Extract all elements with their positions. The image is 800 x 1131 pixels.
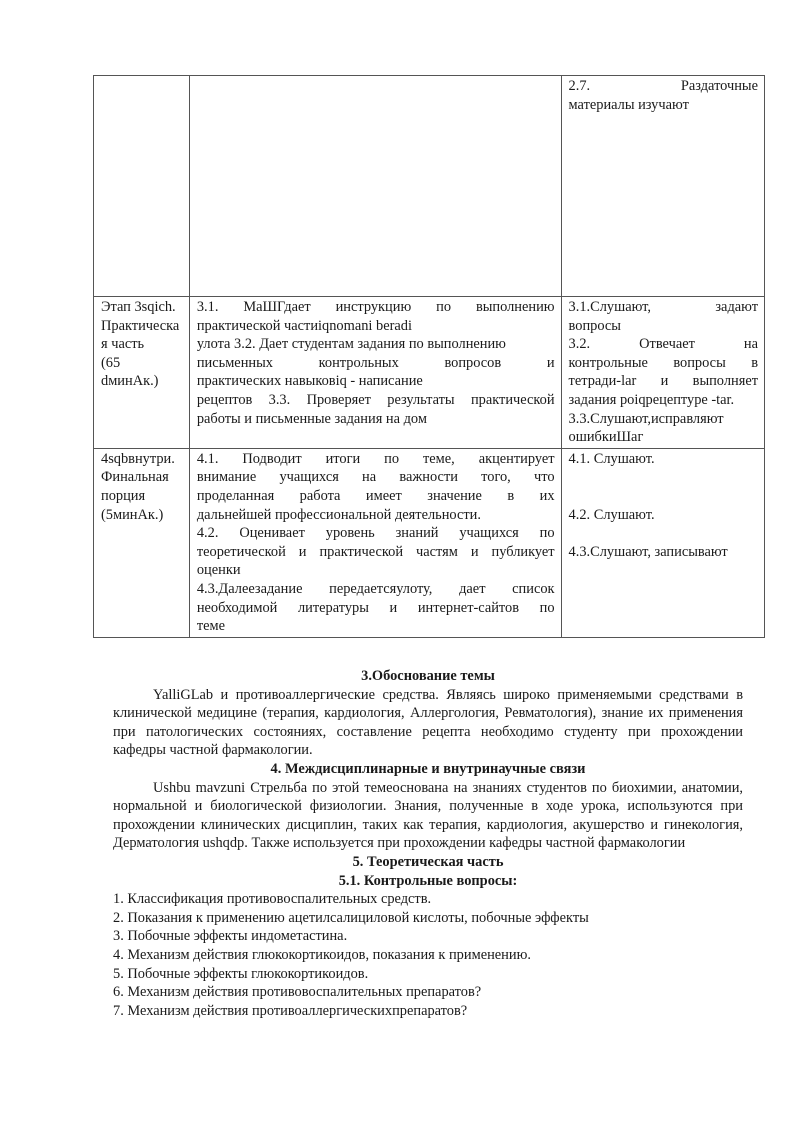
section-5-title: 5. Теоретическая часть	[352, 853, 504, 870]
text-line: вопросы	[568, 317, 621, 334]
text-line: 4.1. Подводит итоги по теме, акцентирует	[196, 450, 555, 467]
control-questions-list	[113, 890, 743, 1020]
text-line: Финальная	[101, 469, 169, 486]
stage-cell	[94, 448, 190, 637]
text-line: теоретической и практической частям и публикует	[196, 543, 555, 560]
teacher-activity-cell	[189, 297, 561, 449]
table-row	[94, 297, 765, 449]
text-line: 4.3.Далеезадание передаетсяулоту, дает список	[196, 580, 555, 597]
text-line: Практическа	[101, 317, 180, 334]
teacher-activity-cell	[189, 76, 561, 297]
text-line: задания poiqрецептуре -tar.	[568, 391, 735, 408]
text-line: письменных контрольных вопросов и	[196, 354, 555, 371]
text-line: 3.1. МаШГдает инструкцию по выполнению	[196, 299, 555, 315]
section-3-title: 3.Обоснование темы	[361, 668, 495, 684]
list-item: 2. Показания к применению ацетилсалициловой кислоты, побочные эффекты	[113, 909, 589, 926]
table-row	[94, 76, 765, 297]
section-4-title: 4. Междисциплинарные и внутринаучные связи	[270, 760, 586, 777]
text-line: (65	[101, 354, 121, 371]
text-line: практических навыковiq - написание	[196, 373, 423, 390]
section-5-1-title: 5.1. Контрольные вопросы:	[338, 872, 518, 889]
list-item: 7. Механизм действия противоаллергическихпрепаратов?	[113, 1002, 468, 1019]
stage-cell	[94, 297, 190, 449]
text-line: 4.3.Слушают, записывают	[568, 543, 728, 560]
text-line: работы и письменные задания на дом	[196, 410, 427, 427]
list-item: 6. Механизм действия противовоспалительных препаратов?	[113, 984, 482, 1001]
text-line: практической частиiqnomani beradi	[196, 317, 412, 334]
text-line: 3.3.Слушают,исправляют	[568, 410, 724, 427]
text-line: Этап 3sqich.	[101, 299, 176, 315]
text-line: порция	[101, 487, 146, 504]
text-line: 4.1. Слушают.	[568, 450, 655, 467]
text-line: dминАк.)	[101, 373, 159, 390]
text-line: оценки	[196, 562, 241, 579]
section-3	[113, 667, 743, 1020]
text-line: я часть	[101, 336, 145, 353]
text-line: 2.7. Раздаточные	[568, 78, 758, 94]
text-line: рецептов 3.3. Проверяет результаты практической	[196, 391, 555, 408]
text-line: контрольные вопросы в	[568, 354, 758, 371]
text-line: дальнейшей профессиональной деятельности.	[196, 506, 481, 523]
text-line: теме	[196, 618, 226, 635]
list-item: 3. Побочные эффекты индометастина.	[113, 928, 348, 945]
student-activity-cell	[561, 448, 764, 637]
text-line: 4sqbвнутри.	[101, 450, 175, 467]
text-line: 4.2. Слушают.	[568, 506, 655, 523]
text-line: (5минАк.)	[101, 506, 164, 523]
stage-cell	[94, 76, 190, 297]
text-line: тетради-lar и выполняет	[568, 373, 758, 390]
text-line: 4.2. Оценивает уровень знаний учащихся по	[196, 525, 555, 542]
list-item: 4. Механизм действия глюкокортикоидов, показания к применению.	[113, 946, 531, 963]
text-line: внимание учащихся на важности того, что	[196, 469, 555, 486]
lesson-plan-table	[93, 75, 765, 638]
teacher-activity-cell	[189, 448, 561, 637]
table-row	[94, 448, 765, 637]
list-item: 5. Побочные эффекты глюкокортикоидов.	[113, 965, 369, 982]
text-line: необходимой литературы и интернет-сайтов по	[196, 599, 555, 616]
text-line: улота 3.2. Дает студентам задания по выполнению	[196, 336, 506, 353]
text-line: ошибкиШаг	[568, 429, 644, 446]
student-activity-cell	[561, 76, 764, 297]
section-4-text: Ushbu mavzuni Стрельба по этой темеоснована на знаниях студентов по биохимии, анатомии, нормальной и биологической физиологии. Знания, полученные в ходе урока, используются при прохождении клинических дисциплин, таких как терапия, кардиология, акушерство и гинекология, Дерматология ushqdp. Также используется при прохождении кафедры частной фармакологии	[113, 779, 743, 852]
text-line: 3.2. Отвечает на	[568, 336, 758, 353]
text-line: 3.1.Слушают, задают	[568, 299, 758, 315]
list-item: 1. Классификация противовоспалительных средств.	[113, 891, 432, 908]
student-activity-cell	[561, 297, 764, 449]
text-line: материалы изучают	[568, 96, 689, 113]
text-line: проделанная работа имеет значение в их	[196, 487, 555, 504]
section-3-text: YalliGLab и противоаллергические средства. Являясь широко применяемыми средствами в клинической медицине (терапия, кардиология, Аллергология, Ревматология), знание их применения при патологических состояниях, составление рецепта необходимо студенту при прохождении кафедры частной фармакологии.	[113, 686, 743, 759]
